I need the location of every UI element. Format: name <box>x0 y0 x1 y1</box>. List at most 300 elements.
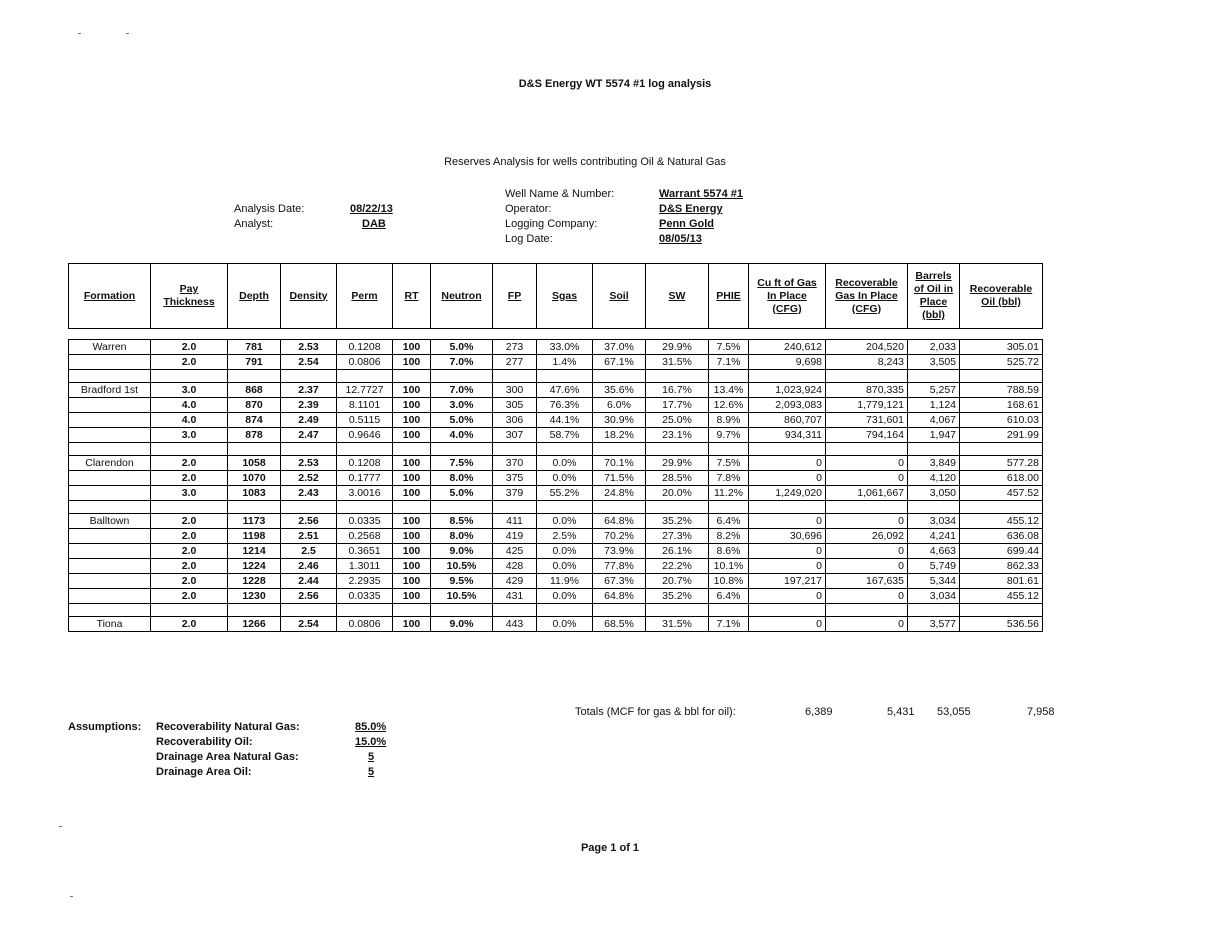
table-cell: 0 <box>749 514 826 529</box>
table-cell: 2.49 <box>281 413 337 428</box>
table-row <box>69 383 1043 398</box>
column-header: SW <box>646 264 709 329</box>
table-cell: 100 <box>393 398 431 413</box>
table-cell: 1083 <box>228 486 281 501</box>
table-cell: 2.5% <box>537 529 593 544</box>
table-cell: 7.5% <box>709 340 749 355</box>
table-cell: 25.0% <box>646 413 709 428</box>
formation-cell: Clarendon <box>69 456 151 471</box>
table-cell: 457.52 <box>960 486 1043 501</box>
table-cell: 29.9% <box>646 456 709 471</box>
table-cell: 0.1208 <box>337 340 393 355</box>
well-name-value: Warrant 5574 #1 <box>659 188 743 200</box>
table-cell: 11.9% <box>537 574 593 589</box>
table-cell: 1198 <box>228 529 281 544</box>
column-header: Recoverable Oil (bbl) <box>960 264 1043 329</box>
scan-speck <box>78 33 81 34</box>
table-cell: 4,067 <box>908 413 960 428</box>
table-cell: 2.51 <box>281 529 337 544</box>
table-cell: 35.2% <box>646 589 709 604</box>
table-cell: 2.47 <box>281 428 337 443</box>
table-cell: 273 <box>493 340 537 355</box>
table-cell: 77.8% <box>593 559 646 574</box>
table-cell: 100 <box>393 355 431 370</box>
table-cell: 1214 <box>228 544 281 559</box>
column-header: Perm <box>337 264 393 329</box>
table-cell: 0.0% <box>537 617 593 632</box>
table-cell: 2.0 <box>151 355 228 370</box>
column-header: Recoverable Gas In Place (CFG) <box>826 264 908 329</box>
totals-gas: 6,389 <box>805 706 833 718</box>
table-cell: 2.56 <box>281 514 337 529</box>
table-cell: 9.0% <box>431 617 493 632</box>
table-cell: 525.72 <box>960 355 1043 370</box>
table-cell: 3,849 <box>908 456 960 471</box>
assumption-value: 5 <box>368 766 375 778</box>
analyst-value: DAB <box>362 218 386 230</box>
table-cell: 2.0 <box>151 514 228 529</box>
table-cell: 870 <box>228 398 281 413</box>
table-cell: 2.56 <box>281 589 337 604</box>
table-cell: 58.7% <box>537 428 593 443</box>
column-header: PHIE <box>709 264 749 329</box>
table-cell: 70.2% <box>593 529 646 544</box>
table-cell: 536.56 <box>960 617 1043 632</box>
blank-row <box>69 443 1043 456</box>
table-cell: 1266 <box>228 617 281 632</box>
table-cell: 27.3% <box>646 529 709 544</box>
table-cell: 5.0% <box>431 486 493 501</box>
table-cell: 305.01 <box>960 340 1043 355</box>
table-cell: 300 <box>493 383 537 398</box>
table-row <box>69 544 1043 559</box>
table-cell: 1230 <box>228 589 281 604</box>
blank-row <box>69 370 1043 383</box>
table-cell: 33.0% <box>537 340 593 355</box>
table-cell: 76.3% <box>537 398 593 413</box>
table-cell: 577.28 <box>960 456 1043 471</box>
table-cell: 0 <box>826 617 908 632</box>
table-cell: 0 <box>826 544 908 559</box>
table-cell: 1224 <box>228 559 281 574</box>
table-cell: 10.8% <box>709 574 749 589</box>
formation-cell <box>69 355 151 370</box>
blank-row <box>69 501 1043 514</box>
table-cell: 22.2% <box>646 559 709 574</box>
table-cell: 0.0% <box>537 456 593 471</box>
table-cell: 0.0% <box>537 471 593 486</box>
totals-recoverable-gas: 5,431 <box>887 706 915 718</box>
table-row <box>69 355 1043 370</box>
table-cell: 3,050 <box>908 486 960 501</box>
table-cell: 3.0 <box>151 383 228 398</box>
table-cell: 4,663 <box>908 544 960 559</box>
table-cell: 29.9% <box>646 340 709 355</box>
table-cell: 0.0% <box>537 514 593 529</box>
table-cell: 1.3011 <box>337 559 393 574</box>
assumption-label: Drainage Area Oil: <box>156 766 252 778</box>
formation-cell <box>69 544 151 559</box>
table-cell: 0.5115 <box>337 413 393 428</box>
formation-cell <box>69 398 151 413</box>
table-cell: 3,034 <box>908 514 960 529</box>
column-header: Density <box>281 264 337 329</box>
assumption-value: 85.0% <box>355 721 387 733</box>
table-cell: 16.7% <box>646 383 709 398</box>
table-cell: 2.37 <box>281 383 337 398</box>
table-cell: 0.1777 <box>337 471 393 486</box>
table-cell: 0 <box>749 617 826 632</box>
table-cell: 100 <box>393 574 431 589</box>
table-cell: 2.0 <box>151 617 228 632</box>
table-cell: 8.6% <box>709 544 749 559</box>
table-cell: 0.3651 <box>337 544 393 559</box>
scan-speck <box>70 896 73 897</box>
table-cell: 31.5% <box>646 617 709 632</box>
table-cell: 8.2% <box>709 529 749 544</box>
table-cell: 204,520 <box>826 340 908 355</box>
table-cell: 100 <box>393 514 431 529</box>
table-cell: 12.6% <box>709 398 749 413</box>
document-subtitle: Reserves Analysis for wells contributing Oil & Natural Gas <box>444 156 726 168</box>
formation-cell: Balltown <box>69 514 151 529</box>
table-row <box>69 559 1043 574</box>
table-cell: 2.39 <box>281 398 337 413</box>
table-cell: 0 <box>826 559 908 574</box>
table-cell: 167,635 <box>826 574 908 589</box>
table-cell: 2.44 <box>281 574 337 589</box>
assumption-label: Recoverability Natural Gas: <box>156 721 300 733</box>
table-cell: 2.0 <box>151 529 228 544</box>
table-header-row <box>69 264 1043 329</box>
table-cell: 0.0% <box>537 544 593 559</box>
table-row <box>69 574 1043 589</box>
table-cell: 100 <box>393 589 431 604</box>
table-cell: 44.1% <box>537 413 593 428</box>
table-cell: 2.0 <box>151 544 228 559</box>
table-cell: 0.2568 <box>337 529 393 544</box>
document-title: D&S Energy WT 5574 #1 log analysis <box>518 78 712 90</box>
table-row <box>69 589 1043 604</box>
table-row <box>69 340 1043 355</box>
table-cell: 20.0% <box>646 486 709 501</box>
totals-label: Totals (MCF for gas & bbl for oil): <box>575 706 736 718</box>
table-cell: 240,612 <box>749 340 826 355</box>
table-cell: 1173 <box>228 514 281 529</box>
table-cell: 8.0% <box>431 471 493 486</box>
table-cell: 3.0016 <box>337 486 393 501</box>
formation-cell <box>69 486 151 501</box>
table-cell: 2.0 <box>151 471 228 486</box>
table-cell: 878 <box>228 428 281 443</box>
table-cell: 1070 <box>228 471 281 486</box>
table-cell: 26.1% <box>646 544 709 559</box>
table-cell: 0 <box>826 456 908 471</box>
assumption-label: Recoverability Oil: <box>156 736 253 748</box>
assumption-value: 5 <box>368 751 375 763</box>
table-cell: 4.0 <box>151 398 228 413</box>
table-cell: 0.0% <box>537 559 593 574</box>
table-cell: 7.5% <box>431 456 493 471</box>
table-cell: 801.61 <box>960 574 1043 589</box>
table-cell: 10.5% <box>431 559 493 574</box>
table-cell: 100 <box>393 471 431 486</box>
table-cell: 2.0 <box>151 456 228 471</box>
analyst-label: Analyst: <box>234 218 274 230</box>
table-cell: 73.9% <box>593 544 646 559</box>
formation-cell: Tiona <box>69 617 151 632</box>
table-cell: 2.0 <box>151 559 228 574</box>
analysis-date-value: 08/22/13 <box>350 203 393 215</box>
table-cell: 291.99 <box>960 428 1043 443</box>
table-cell: 1.4% <box>537 355 593 370</box>
table-cell: 197,217 <box>749 574 826 589</box>
table-cell: 2.0 <box>151 574 228 589</box>
column-header: FP <box>493 264 537 329</box>
table-cell: 100 <box>393 456 431 471</box>
table-cell: 428 <box>493 559 537 574</box>
assumption-value: 15.0% <box>355 736 387 748</box>
table-cell: 2.46 <box>281 559 337 574</box>
table-cell: 64.8% <box>593 589 646 604</box>
table-cell: 18.2% <box>593 428 646 443</box>
table-cell: 9,698 <box>749 355 826 370</box>
table-cell: 306 <box>493 413 537 428</box>
table-row <box>69 486 1043 501</box>
table-cell: 9.0% <box>431 544 493 559</box>
table-cell: 3,034 <box>908 589 960 604</box>
table-cell: 4,241 <box>908 529 960 544</box>
column-header: Sgas <box>537 264 593 329</box>
table-cell: 4.0 <box>151 413 228 428</box>
table-row <box>69 398 1043 413</box>
column-header: Cu ft of Gas In Place (CFG) <box>749 264 826 329</box>
table-cell: 1,779,121 <box>826 398 908 413</box>
table-cell: 2.5 <box>281 544 337 559</box>
table-cell: 425 <box>493 544 537 559</box>
table-cell: 429 <box>493 574 537 589</box>
formation-cell <box>69 471 151 486</box>
table-cell: 12.7727 <box>337 383 393 398</box>
reserves-table <box>68 263 1043 632</box>
table-cell: 30.9% <box>593 413 646 428</box>
table-cell: 37.0% <box>593 340 646 355</box>
table-cell: 2,093,083 <box>749 398 826 413</box>
table-cell: 2.2935 <box>337 574 393 589</box>
table-cell: 100 <box>393 340 431 355</box>
table-cell: 6.4% <box>709 589 749 604</box>
operator-label: Operator: <box>505 203 552 215</box>
table-cell: 30,696 <box>749 529 826 544</box>
table-cell: 7.5% <box>709 456 749 471</box>
table-cell: 8.5% <box>431 514 493 529</box>
table-cell: 455.12 <box>960 514 1043 529</box>
table-row <box>69 529 1043 544</box>
table-row <box>69 456 1043 471</box>
table-cell: 7.1% <box>709 355 749 370</box>
table-cell: 868 <box>228 383 281 398</box>
table-cell: 55.2% <box>537 486 593 501</box>
table-cell: 3,505 <box>908 355 960 370</box>
column-header: Pay Thickness <box>151 264 228 329</box>
analysis-date-label: Analysis Date: <box>234 203 305 215</box>
table-cell: 3.0 <box>151 486 228 501</box>
table-cell: 100 <box>393 529 431 544</box>
table-cell: 0 <box>749 589 826 604</box>
table-cell: 1228 <box>228 574 281 589</box>
table-cell: 20.7% <box>646 574 709 589</box>
table-cell: 6.0% <box>593 398 646 413</box>
logging-company-value: Penn Gold <box>659 218 714 230</box>
totals-recoverable-oil: 7,958 <box>1027 706 1055 718</box>
log-date-value: 08/05/13 <box>659 233 702 245</box>
table-cell: 1,249,020 <box>749 486 826 501</box>
table-cell: 7.0% <box>431 355 493 370</box>
table-cell: 6.4% <box>709 514 749 529</box>
column-header: Barrels of Oil in Place (bbl) <box>908 264 960 329</box>
table-cell: 2.54 <box>281 355 337 370</box>
formation-cell <box>69 529 151 544</box>
table-cell: 0.9646 <box>337 428 393 443</box>
table-cell: 379 <box>493 486 537 501</box>
formation-cell <box>69 574 151 589</box>
table-cell: 788.59 <box>960 383 1043 398</box>
table-cell: 3.0 <box>151 428 228 443</box>
table-cell: 23.1% <box>646 428 709 443</box>
table-cell: 0.0% <box>537 589 593 604</box>
table-cell: 7.0% <box>431 383 493 398</box>
table-cell: 870,335 <box>826 383 908 398</box>
table-cell: 35.2% <box>646 514 709 529</box>
scan-speck <box>59 826 62 827</box>
table-cell: 860,707 <box>749 413 826 428</box>
well-name-label: Well Name & Number: <box>505 188 615 200</box>
table-cell: 17.7% <box>646 398 709 413</box>
assumption-label: Drainage Area Natural Gas: <box>156 751 299 763</box>
table-cell: 0 <box>749 559 826 574</box>
table-cell: 28.5% <box>646 471 709 486</box>
table-cell: 794,164 <box>826 428 908 443</box>
table-cell: 1,947 <box>908 428 960 443</box>
table-cell: 7.1% <box>709 617 749 632</box>
table-body <box>69 329 1043 632</box>
table-cell: 3,577 <box>908 617 960 632</box>
table-cell: 0.0335 <box>337 514 393 529</box>
column-header: Formation <box>69 264 151 329</box>
table-cell: 2.0 <box>151 340 228 355</box>
table-row <box>69 413 1043 428</box>
table-cell: 11.2% <box>709 486 749 501</box>
table-cell: 0 <box>826 589 908 604</box>
table-cell: 862.33 <box>960 559 1043 574</box>
table-cell: 71.5% <box>593 471 646 486</box>
assumptions-heading: Assumptions: <box>68 721 142 733</box>
table-cell: 0 <box>826 471 908 486</box>
table-cell: 731,601 <box>826 413 908 428</box>
table-cell: 2.53 <box>281 340 337 355</box>
table-cell: 67.3% <box>593 574 646 589</box>
table-cell: 67.1% <box>593 355 646 370</box>
table-cell: 47.6% <box>537 383 593 398</box>
table-cell: 1,061,667 <box>826 486 908 501</box>
table-cell: 791 <box>228 355 281 370</box>
table-cell: 5.0% <box>431 340 493 355</box>
formation-cell <box>69 559 151 574</box>
table-cell: 0.1208 <box>337 456 393 471</box>
table-cell: 610.03 <box>960 413 1043 428</box>
scan-speck <box>126 33 129 34</box>
table-cell: 26,092 <box>826 529 908 544</box>
table-cell: 31.5% <box>646 355 709 370</box>
table-row <box>69 514 1043 529</box>
table-cell: 100 <box>393 544 431 559</box>
table-cell: 2.43 <box>281 486 337 501</box>
table-cell: 411 <box>493 514 537 529</box>
table-cell: 8.9% <box>709 413 749 428</box>
table-cell: 636.08 <box>960 529 1043 544</box>
formation-cell <box>69 413 151 428</box>
table-cell: 431 <box>493 589 537 604</box>
page-footer: Page 1 of 1 <box>580 842 640 854</box>
column-header: Depth <box>228 264 281 329</box>
table-cell: 8,243 <box>826 355 908 370</box>
table-row <box>69 617 1043 632</box>
table-cell: 5,749 <box>908 559 960 574</box>
table-cell: 0 <box>749 544 826 559</box>
table-cell: 375 <box>493 471 537 486</box>
table-cell: 0.0806 <box>337 617 393 632</box>
table-cell: 1,023,924 <box>749 383 826 398</box>
table-cell: 1,124 <box>908 398 960 413</box>
logging-company-label: Logging Company: <box>505 218 598 230</box>
table-cell: 100 <box>393 428 431 443</box>
table-cell: 419 <box>493 529 537 544</box>
table-cell: 1058 <box>228 456 281 471</box>
log-date-label: Log Date: <box>505 233 553 245</box>
formation-cell <box>69 589 151 604</box>
formation-cell <box>69 428 151 443</box>
column-header: Soil <box>593 264 646 329</box>
table-cell: 781 <box>228 340 281 355</box>
table-cell: 2.0 <box>151 589 228 604</box>
table-cell: 100 <box>393 413 431 428</box>
table-cell: 0 <box>826 514 908 529</box>
table-cell: 307 <box>493 428 537 443</box>
operator-value: D&S Energy <box>659 203 723 215</box>
table-row <box>69 428 1043 443</box>
table-row <box>69 471 1043 486</box>
table-cell: 4.0% <box>431 428 493 443</box>
table-cell: 5,344 <box>908 574 960 589</box>
table-cell: 5,257 <box>908 383 960 398</box>
table-cell: 9.5% <box>431 574 493 589</box>
table-cell: 35.6% <box>593 383 646 398</box>
table-cell: 0.0806 <box>337 355 393 370</box>
table-cell: 2.53 <box>281 456 337 471</box>
table-cell: 100 <box>393 617 431 632</box>
table-cell: 9.7% <box>709 428 749 443</box>
table-cell: 70.1% <box>593 456 646 471</box>
table-cell: 13.4% <box>709 383 749 398</box>
table-cell: 277 <box>493 355 537 370</box>
totals-oil: 53,055 <box>937 706 971 718</box>
table-cell: 0 <box>749 456 826 471</box>
table-cell: 100 <box>393 486 431 501</box>
table-cell: 24.8% <box>593 486 646 501</box>
table-cell: 168.61 <box>960 398 1043 413</box>
table-cell: 4,120 <box>908 471 960 486</box>
table-cell: 2.52 <box>281 471 337 486</box>
